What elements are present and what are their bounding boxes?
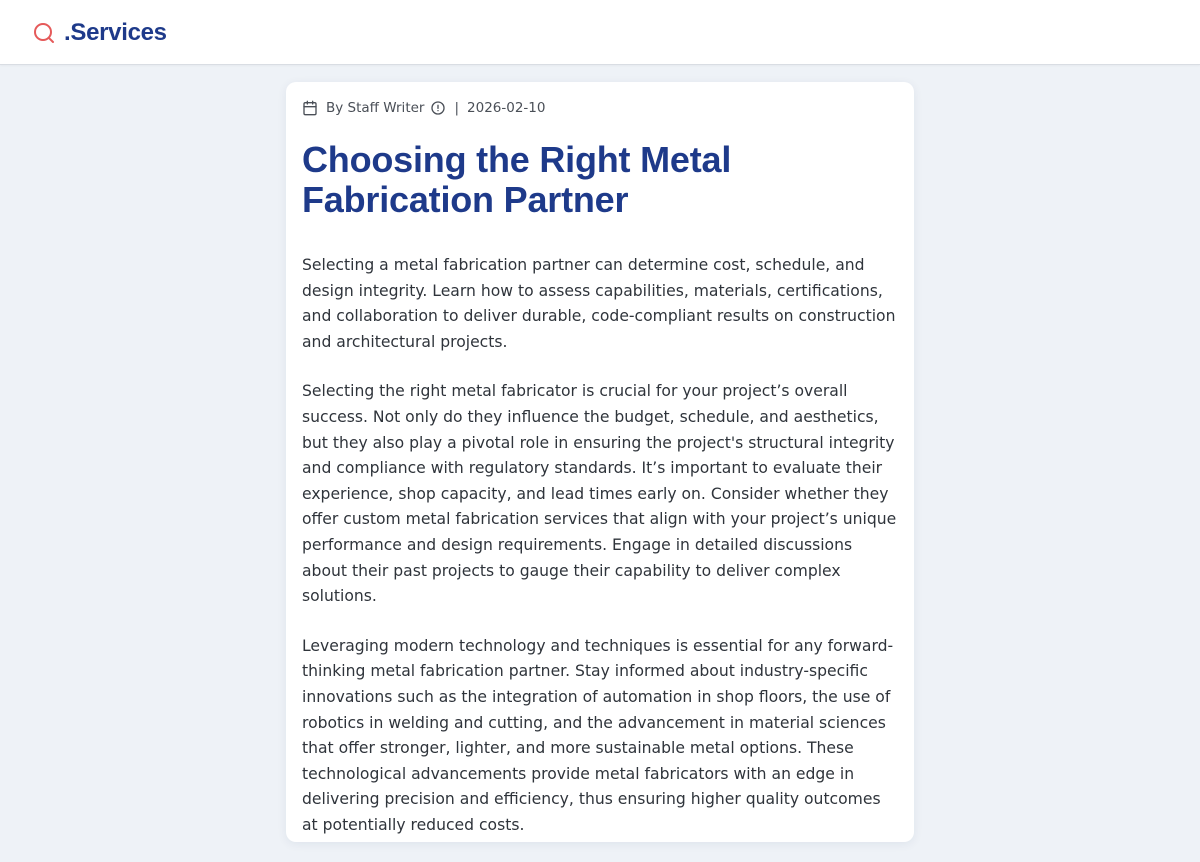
top-navbar bbox=[0, 0, 1200, 65]
brand-link[interactable] bbox=[32, 16, 167, 50]
author-label: By Staff Writer bbox=[326, 100, 425, 116]
article-card bbox=[286, 82, 914, 842]
article-meta bbox=[302, 98, 546, 118]
article-title: Choosing the Right Metal Fabrication Partner bbox=[302, 139, 732, 220]
calendar-icon bbox=[302, 100, 318, 116]
search-icon bbox=[32, 21, 56, 45]
publish-date: 2026-02-10 bbox=[467, 100, 546, 116]
article-paragraph: Selecting a metal fabrication partner can determine cost, schedule, and design integrity. Learn how to assess capabilities, materials, certifications, and collaboration to deliver durable, code-compliant results on construction and architectural projects. bbox=[302, 256, 896, 351]
brand-name: .Services bbox=[64, 19, 167, 46]
article-paragraph: Selecting the right metal fabricator is crucial for your project’s overall success. Not only do they influence the budget, schedule, and aesthetics, but they also play a pivotal role in ensuring the project's structural integrity and compliance with regulatory standards. It’s important to evaluate their experience, shop capacity, and lead times early on. Consider whether they offer custom metal fabrication services that align with your project’s unique performance and design requirements. Engage in detailed discussions about their past projects to gauge their capability to deliver complex solutions. bbox=[302, 382, 897, 606]
date-separator: | bbox=[454, 100, 460, 116]
info-icon bbox=[430, 100, 446, 116]
article-body bbox=[302, 253, 900, 862]
article-paragraph: Leveraging modern technology and techniques is essential for any forward-thinking metal fabrication partner. Stay informed about industry-specific innovations such as the integration of automation in shop floors, the use of robotics in welding and cutting, and the advancement in material sciences that offer stronger, lighter, and more sustainable metal options. These technological advancements provide metal fabricators with an edge in delivering precision and efficiency, thus ensuring higher quality outcomes at potentially reduced costs. bbox=[302, 636, 894, 834]
